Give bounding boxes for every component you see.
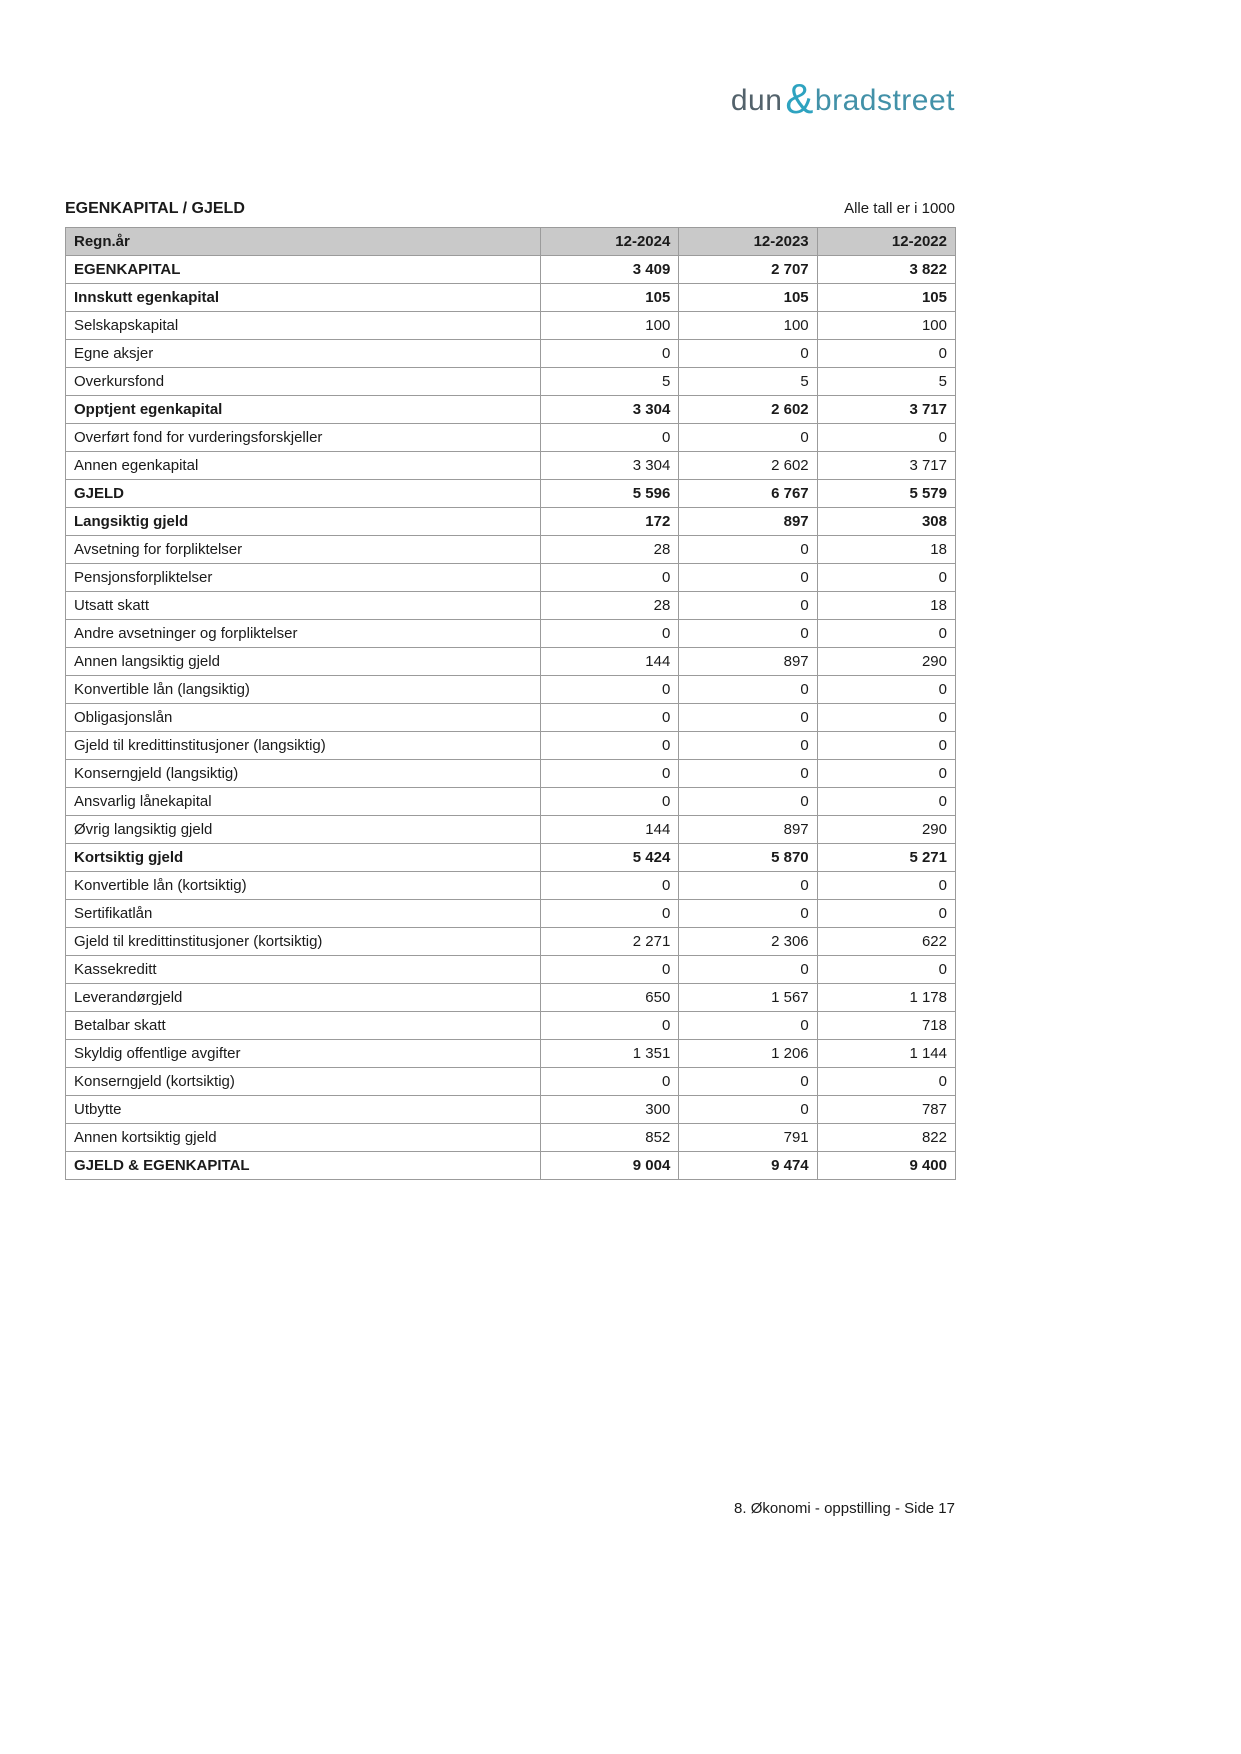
row-label: Leverandørgjeld — [66, 984, 541, 1012]
row-value: 290 — [817, 648, 955, 676]
table-row — [66, 1124, 956, 1152]
table-row — [66, 424, 956, 452]
table-row — [66, 340, 956, 368]
row-value: 897 — [679, 648, 817, 676]
row-value: 172 — [541, 508, 679, 536]
row-value: 0 — [679, 676, 817, 704]
row-label: Utsatt skatt — [66, 592, 541, 620]
row-value: 5 424 — [541, 844, 679, 872]
row-value: 18 — [817, 592, 955, 620]
row-label: Annen egenkapital — [66, 452, 541, 480]
table-row — [66, 1096, 956, 1124]
row-value: 290 — [817, 816, 955, 844]
row-value: 5 — [817, 368, 955, 396]
row-label: Gjeld til kredittinstitusjoner (langsiktig) — [66, 732, 541, 760]
row-value: 0 — [817, 564, 955, 592]
row-value: 5 271 — [817, 844, 955, 872]
table-caption-row — [65, 200, 955, 218]
row-value: 0 — [541, 704, 679, 732]
row-label: Annen kortsiktig gjeld — [66, 1124, 541, 1152]
row-label: Pensjonsforpliktelser — [66, 564, 541, 592]
row-value: 718 — [817, 1012, 955, 1040]
row-value: 2 602 — [679, 452, 817, 480]
row-label: Selskapskapital — [66, 312, 541, 340]
table-row — [66, 844, 956, 872]
row-value: 100 — [679, 312, 817, 340]
row-value: 3 304 — [541, 396, 679, 424]
table-row — [66, 732, 956, 760]
row-value: 3 304 — [541, 452, 679, 480]
row-value: 0 — [817, 956, 955, 984]
table-row — [66, 256, 956, 284]
row-value: 0 — [817, 788, 955, 816]
row-value: 0 — [679, 760, 817, 788]
table-row — [66, 564, 956, 592]
row-value: 0 — [541, 1012, 679, 1040]
row-label: Ansvarlig lånekapital — [66, 788, 541, 816]
row-label: Øvrig langsiktig gjeld — [66, 816, 541, 844]
row-value: 852 — [541, 1124, 679, 1152]
row-value: 100 — [541, 312, 679, 340]
row-value: 2 271 — [541, 928, 679, 956]
table-row — [66, 620, 956, 648]
row-value: 0 — [679, 620, 817, 648]
row-value: 6 767 — [679, 480, 817, 508]
row-value: 1 178 — [817, 984, 955, 1012]
row-value: 3 409 — [541, 256, 679, 284]
table-row — [66, 508, 956, 536]
row-value: 787 — [817, 1096, 955, 1124]
row-value: 100 — [817, 312, 955, 340]
row-label: GJELD — [66, 480, 541, 508]
row-value: 0 — [541, 732, 679, 760]
row-value: 0 — [679, 900, 817, 928]
table-row — [66, 368, 956, 396]
row-label: Gjeld til kredittinstitusjoner (kortsiktig) — [66, 928, 541, 956]
row-label: Utbytte — [66, 1096, 541, 1124]
table-header-row — [66, 228, 956, 256]
row-value: 300 — [541, 1096, 679, 1124]
row-label: GJELD & EGENKAPITAL — [66, 1152, 541, 1180]
row-label: Konvertible lån (langsiktig) — [66, 676, 541, 704]
page-title: EGENKAPITAL / GJELD — [65, 200, 245, 217]
column-header-regnaar: Regn.år — [66, 228, 541, 256]
table-body — [66, 256, 956, 1180]
table-row — [66, 1012, 956, 1040]
row-value: 3 717 — [817, 396, 955, 424]
table-row — [66, 928, 956, 956]
row-label: Konvertible lån (kortsiktig) — [66, 872, 541, 900]
table-row — [66, 760, 956, 788]
column-header-12-2022: 12-2022 — [817, 228, 955, 256]
row-value: 1 144 — [817, 1040, 955, 1068]
table-row — [66, 900, 956, 928]
row-label: Opptjent egenkapital — [66, 396, 541, 424]
table-row — [66, 592, 956, 620]
row-value: 3 717 — [817, 452, 955, 480]
row-value: 9 474 — [679, 1152, 817, 1180]
row-value: 0 — [679, 704, 817, 732]
row-value: 0 — [541, 760, 679, 788]
row-value: 0 — [541, 424, 679, 452]
row-label: Kassekreditt — [66, 956, 541, 984]
row-label: Overkursfond — [66, 368, 541, 396]
row-value: 622 — [817, 928, 955, 956]
row-value: 0 — [541, 900, 679, 928]
row-value: 0 — [679, 424, 817, 452]
row-label: Avsetning for forpliktelser — [66, 536, 541, 564]
row-value: 0 — [817, 732, 955, 760]
row-label: Annen langsiktig gjeld — [66, 648, 541, 676]
table-row — [66, 676, 956, 704]
row-value: 28 — [541, 536, 679, 564]
row-value: 0 — [679, 340, 817, 368]
row-value: 105 — [541, 284, 679, 312]
row-label: EGENKAPITAL — [66, 256, 541, 284]
row-label: Kortsiktig gjeld — [66, 844, 541, 872]
logo-text-dun: dun — [730, 84, 783, 117]
table-row — [66, 1152, 956, 1180]
row-value: 2 602 — [679, 396, 817, 424]
row-label: Egne aksjer — [66, 340, 541, 368]
row-value: 0 — [679, 536, 817, 564]
row-label: Obligasjonslån — [66, 704, 541, 732]
row-value: 3 822 — [817, 256, 955, 284]
logo-text-bradstreet: bradstreet — [814, 84, 955, 117]
row-value: 0 — [679, 956, 817, 984]
row-value: 9 400 — [817, 1152, 955, 1180]
row-label: Overført fond for vurderingsforskjeller — [66, 424, 541, 452]
row-value: 5 870 — [679, 844, 817, 872]
row-value: 0 — [541, 956, 679, 984]
row-value: 0 — [679, 1068, 817, 1096]
row-value: 5 — [541, 368, 679, 396]
table-row — [66, 648, 956, 676]
dun-bradstreet-logo — [731, 72, 955, 120]
row-value: 791 — [679, 1124, 817, 1152]
row-value: 105 — [817, 284, 955, 312]
row-label: Sertifikatlån — [66, 900, 541, 928]
row-value: 0 — [817, 676, 955, 704]
row-label: Betalbar skatt — [66, 1012, 541, 1040]
table-row — [66, 788, 956, 816]
row-value: 2 306 — [679, 928, 817, 956]
row-label: Innskutt egenkapital — [66, 284, 541, 312]
row-value: 897 — [679, 816, 817, 844]
table-row — [66, 1068, 956, 1096]
row-value: 0 — [817, 900, 955, 928]
row-label: Skyldig offentlige avgifter — [66, 1040, 541, 1068]
row-value: 0 — [817, 760, 955, 788]
row-value: 0 — [679, 564, 817, 592]
row-label: Langsiktig gjeld — [66, 508, 541, 536]
row-value: 0 — [817, 340, 955, 368]
table-row — [66, 284, 956, 312]
table-row — [66, 956, 956, 984]
row-value: 0 — [541, 676, 679, 704]
row-value: 0 — [541, 564, 679, 592]
row-value: 0 — [541, 340, 679, 368]
row-value: 18 — [817, 536, 955, 564]
table-row — [66, 816, 956, 844]
row-value: 1 351 — [541, 1040, 679, 1068]
row-value: 0 — [541, 620, 679, 648]
row-value: 0 — [679, 1096, 817, 1124]
row-value: 144 — [541, 816, 679, 844]
row-value: 0 — [541, 788, 679, 816]
units-note: Alle tall er i 1000 — [844, 200, 955, 217]
ampersand-icon: & — [785, 75, 814, 122]
row-value: 0 — [679, 732, 817, 760]
row-value: 144 — [541, 648, 679, 676]
table-row — [66, 452, 956, 480]
table-row — [66, 480, 956, 508]
row-value: 0 — [679, 592, 817, 620]
row-value: 0 — [817, 872, 955, 900]
row-value: 2 707 — [679, 256, 817, 284]
document-page — [65, 0, 955, 1754]
table-row — [66, 704, 956, 732]
row-value: 0 — [817, 620, 955, 648]
row-value: 650 — [541, 984, 679, 1012]
column-header-12-2023: 12-2023 — [679, 228, 817, 256]
row-value: 5 — [679, 368, 817, 396]
table-row — [66, 984, 956, 1012]
row-value: 1 206 — [679, 1040, 817, 1068]
row-value: 0 — [817, 704, 955, 732]
balance-sheet-table — [65, 227, 956, 1180]
row-value: 5 596 — [541, 480, 679, 508]
row-value: 0 — [679, 1012, 817, 1040]
row-value: 5 579 — [817, 480, 955, 508]
row-value: 308 — [817, 508, 955, 536]
row-value: 28 — [541, 592, 679, 620]
table-row — [66, 396, 956, 424]
table-row — [66, 872, 956, 900]
column-header-12-2024: 12-2024 — [541, 228, 679, 256]
row-value: 0 — [817, 1068, 955, 1096]
row-value: 0 — [541, 1068, 679, 1096]
row-value: 1 567 — [679, 984, 817, 1012]
row-value: 9 004 — [541, 1152, 679, 1180]
row-value: 822 — [817, 1124, 955, 1152]
table-row — [66, 1040, 956, 1068]
table-row — [66, 312, 956, 340]
row-value: 105 — [679, 284, 817, 312]
row-value: 0 — [679, 872, 817, 900]
row-value: 897 — [679, 508, 817, 536]
row-value: 0 — [541, 872, 679, 900]
row-value: 0 — [679, 788, 817, 816]
page-footer: 8. Økonomi - oppstilling - Side 17 — [734, 1500, 955, 1517]
row-label: Konserngjeld (langsiktig) — [66, 760, 541, 788]
table-row — [66, 536, 956, 564]
row-value: 0 — [817, 424, 955, 452]
row-label: Konserngjeld (kortsiktig) — [66, 1068, 541, 1096]
row-label: Andre avsetninger og forpliktelser — [66, 620, 541, 648]
